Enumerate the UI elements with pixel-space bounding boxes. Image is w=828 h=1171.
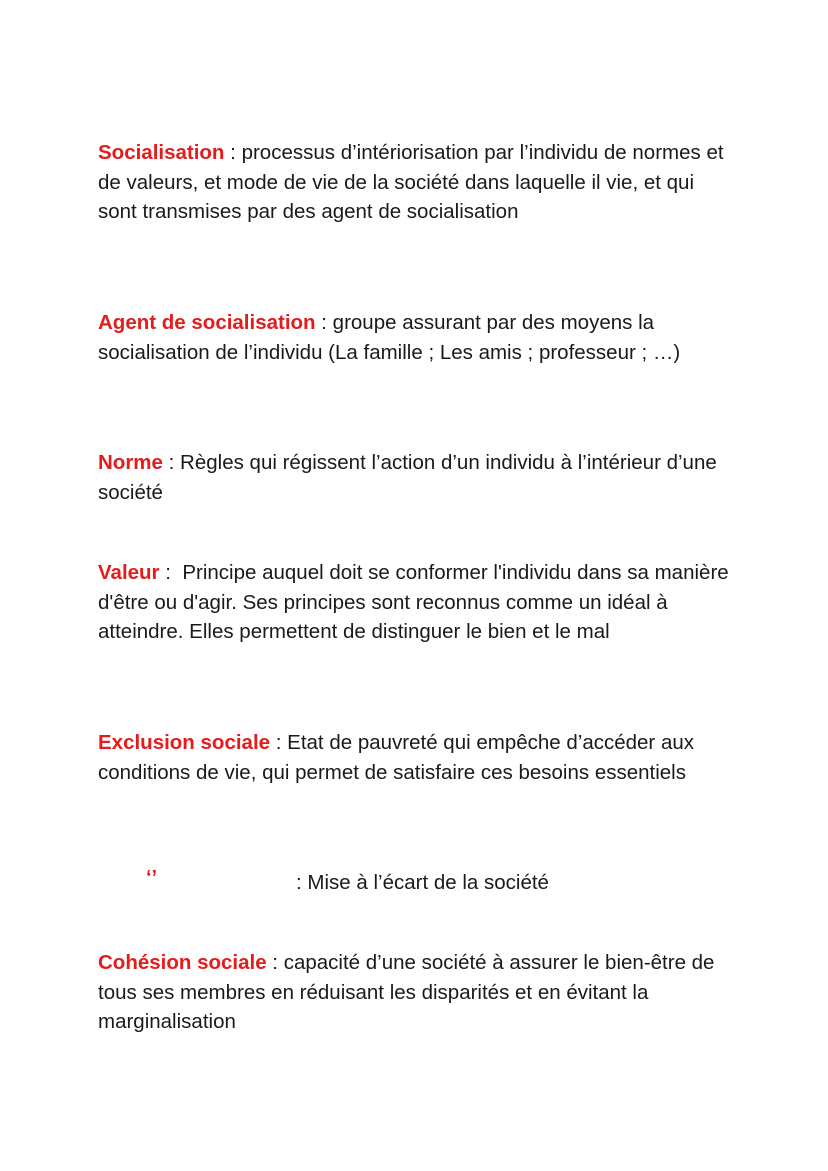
term-label: Socialisation [98,141,225,164]
definition-text: capacité d’une société à assurer le bien-être de tous ses membres en réduisant les disparités et en évitant la marginalisation [98,951,715,1033]
definition-text: Principe auquel doit se conformer l'individu dans sa manière d'être ou d'agir. Ses principes sont reconnus comme un idéal à atteindre. Elles permettent de distinguer le bien et le mal [98,561,735,643]
definition-text: Etat de pauvreté qui empêche d’accéder aux conditions de vie, qui permet de satisfaire ces besoins essentiels [98,731,695,784]
definition-socialisation [98,138,738,227]
term-label: Exclusion sociale [98,731,271,754]
definition-text: Règles qui régissent l’action d’un individu à l’intérieur d’une société [98,451,717,504]
separator: : [224,141,242,164]
separator: : [270,731,288,754]
term-label: Agent de socialisation [98,311,316,334]
term-label: Cohésion sociale [98,951,267,974]
definition-valeur [98,558,738,647]
ditto-definition-text: : Mise à l’écart de la société [296,871,549,894]
separator: : [159,561,183,584]
definition-text: processus d’intériorisation par l’individu de normes et de valeurs, et mode de vie de la société dans laquelle il vie, et qui sont transmises par des agent de socialisation [98,141,724,223]
ditto-mark: ‘’ [146,867,158,889]
definition-cohesion-sociale [98,948,738,1037]
definition-norme [98,448,738,507]
definition-exclusion-sociale [98,728,738,787]
term-label: Valeur [98,561,160,584]
separator: : [315,311,333,334]
definition-agent-de-socialisation [98,308,738,367]
ditto-definition-row [0,868,828,898]
definition-text: groupe assurant par des moyens la socialisation de l’individu (La famille ; Les amis ; professeur ; …) [98,311,681,364]
separator: : [162,451,181,474]
separator: : [266,951,284,974]
term-label: Norme [98,451,163,474]
